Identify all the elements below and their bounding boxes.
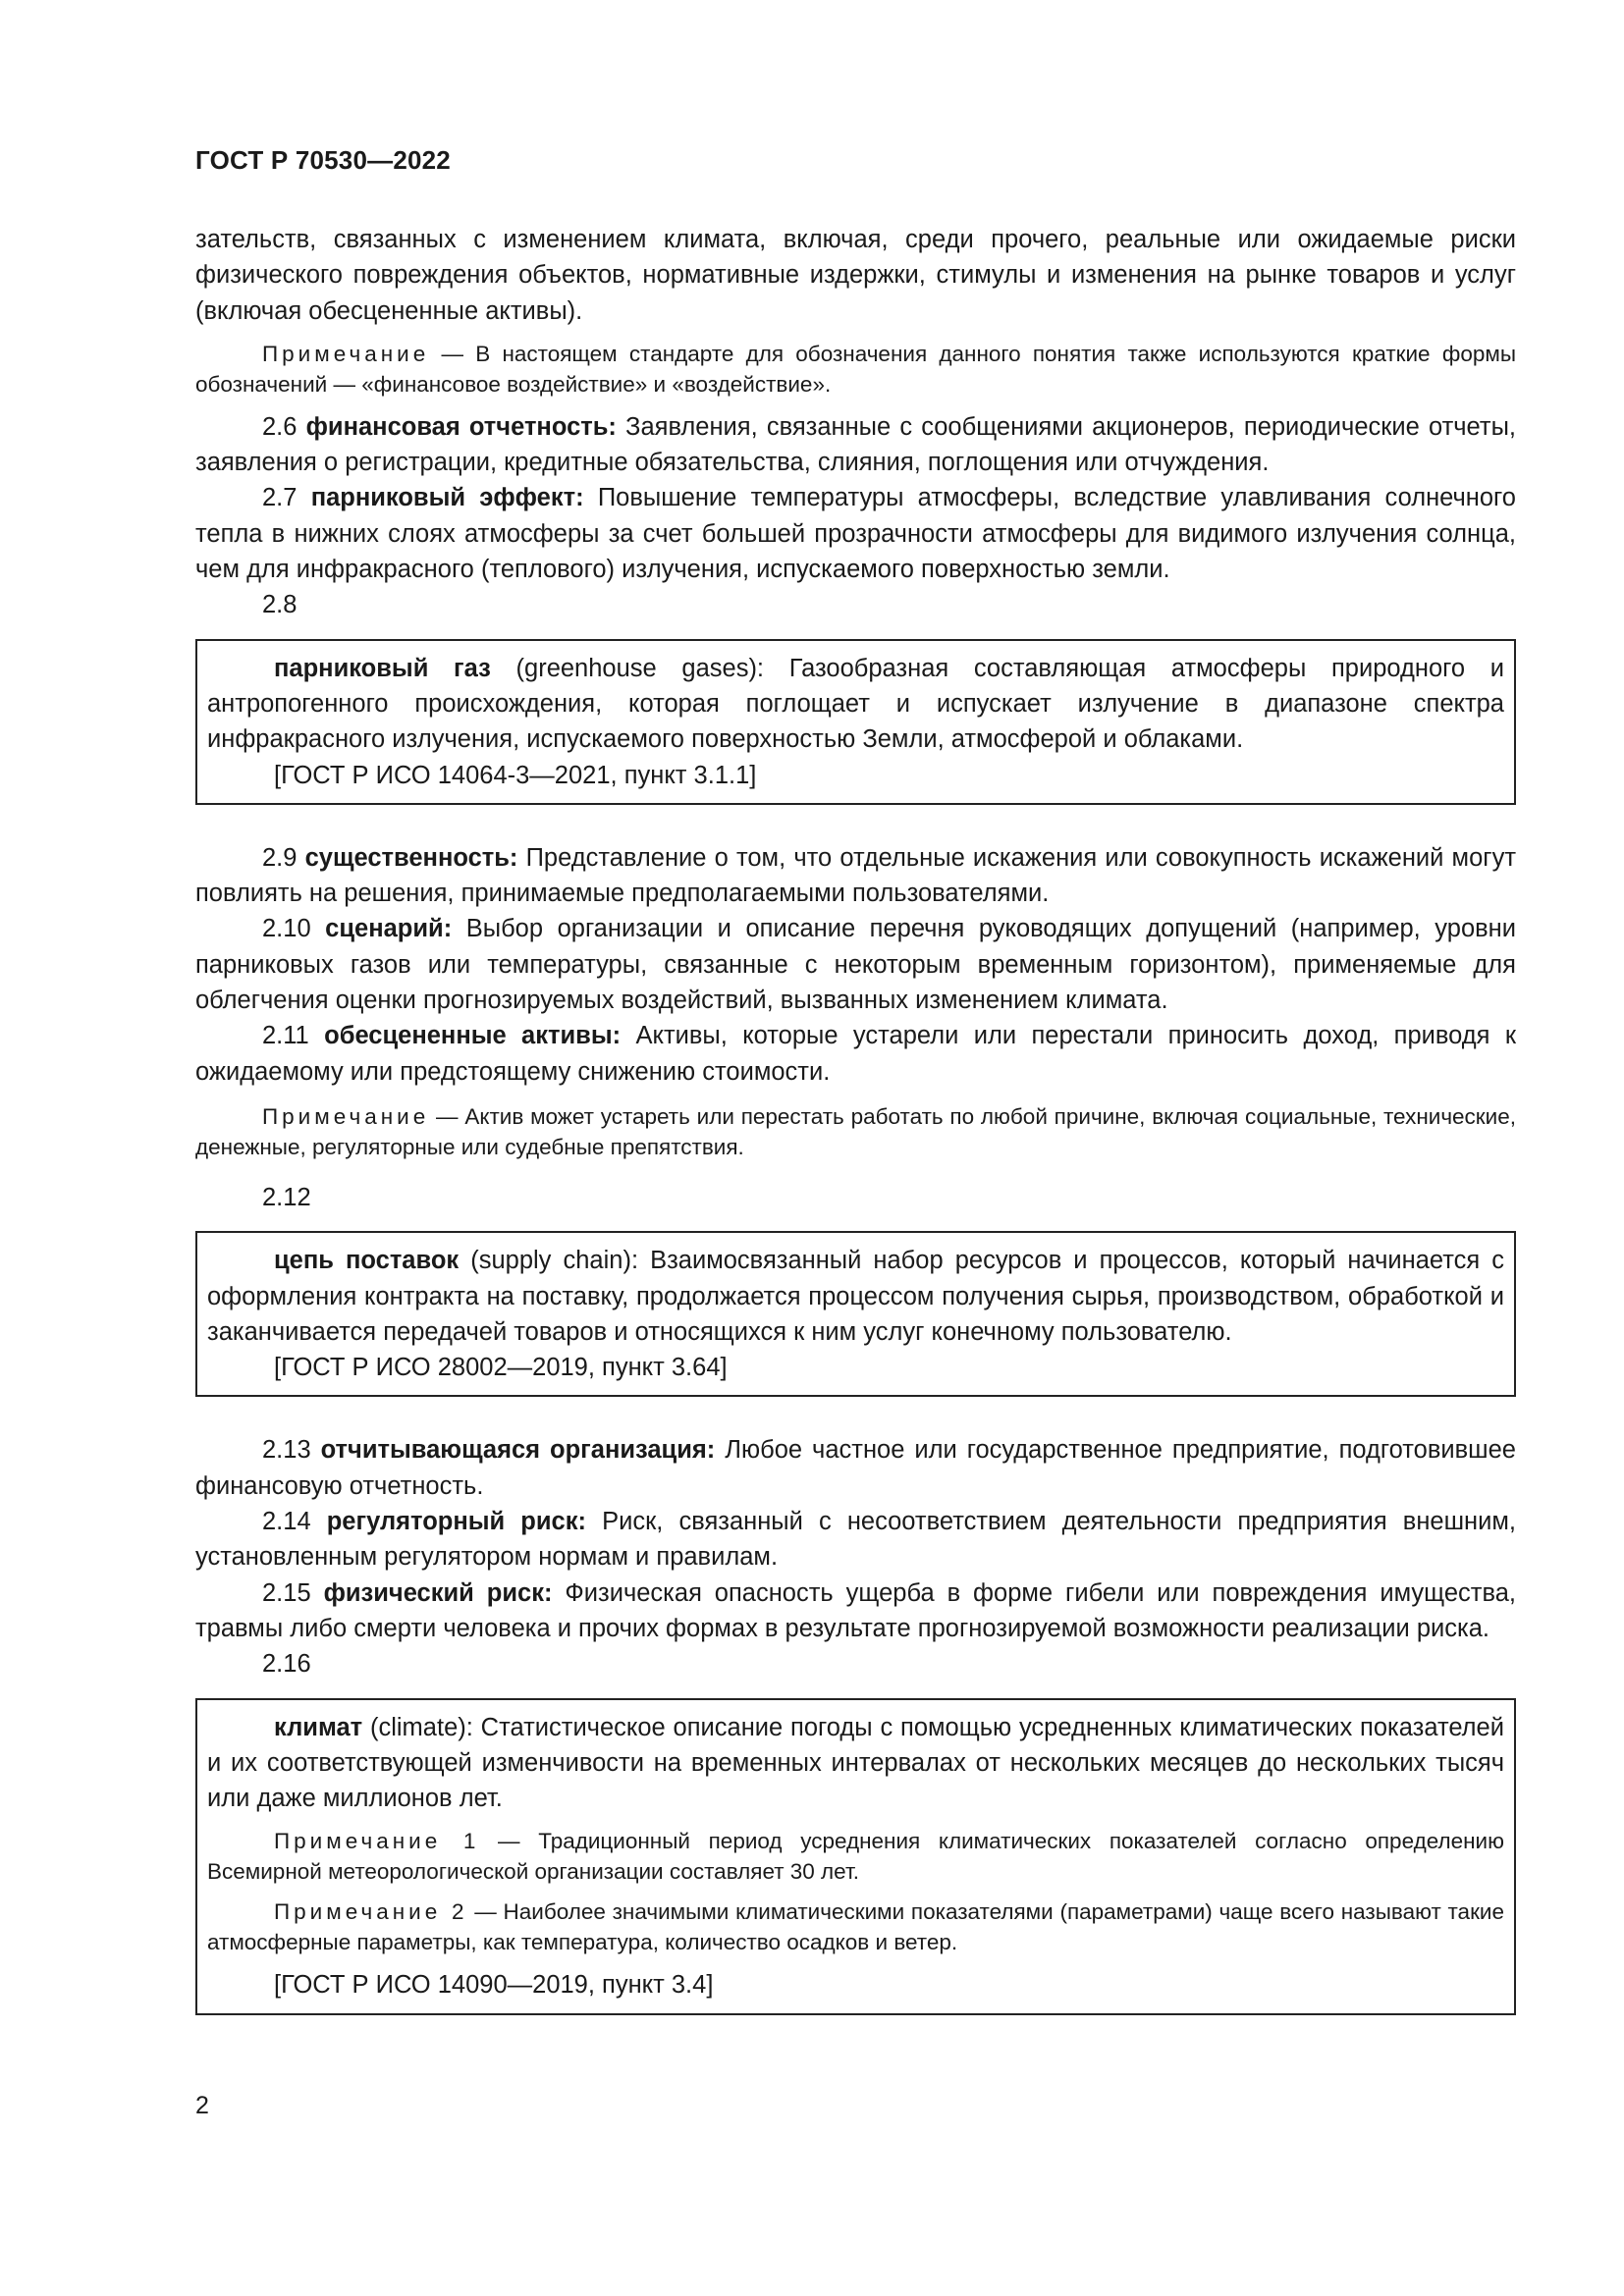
definition-2-14 xyxy=(195,1504,1516,1575)
definition-box-2-16 xyxy=(195,1698,1516,2015)
note-label: Примечание 1 xyxy=(274,1829,480,1854)
definition-text: Выбор организации и описание перечня руководящих допущений (например, уровни парниковых газов или температуры, связанные с некоторым временным горизонтом), применяемые для облегчения оценки прогнозируемых воздействий, вызванных изменением климата. xyxy=(195,915,1516,1015)
clause-number: 2.13 xyxy=(262,1436,321,1465)
term: сценарий: xyxy=(325,915,453,943)
definition-text: Любое частное или государственное предприятие, подготовившее финансовую отчетность. xyxy=(195,1436,1516,1500)
note-climate-2 xyxy=(207,1896,1504,1957)
term: существенность: xyxy=(304,843,518,872)
source-reference: [ГОСТ Р ИСО 14064-3—2021, пункт 3.1.1] xyxy=(274,761,757,789)
definition-text: Повышение температуры атмосферы, вследствие улавливания солнечного тепла в нижних слоях атмосферы за счет большей прозрачности атмосферы для видимого излучения солнца, чем для инфракрасного (теплового) излучения, испускаемого поверхностью земли. xyxy=(195,484,1516,584)
source-reference: [ГОСТ Р ИСО 14090—2019, пункт 3.4] xyxy=(274,1971,714,2000)
definition-text: Газообразная составляющая атмосферы природного и антропогенного происхождения, которая поглощает и испускает излучение в диапазоне спектра инфракрасного излучения, испускаемого поверхностью Земли, атмосферой и облаками. xyxy=(207,654,1505,754)
term: парниковый газ xyxy=(274,654,491,682)
definition-text: Активы, которые устарели или перестали приносить доход, приводя к ожидаемому или предстоящему снижению стоимости. xyxy=(195,1022,1516,1086)
page-number: 2 xyxy=(195,2092,209,2119)
clause-number: 2.15 xyxy=(262,1578,324,1607)
clause-number-2-8: 2.8 xyxy=(262,591,298,619)
clause-number: 2.7 xyxy=(262,484,311,512)
clause-number: 2.9 xyxy=(262,843,305,872)
definition-2-12 xyxy=(207,1243,1504,1350)
note-financial-impact xyxy=(195,339,1516,400)
document-code: ГОСТ Р 70530—2022 xyxy=(195,145,451,175)
definition-2-7 xyxy=(195,480,1516,587)
document-body xyxy=(195,222,1516,2015)
term: отчитывающаяся организация: xyxy=(320,1436,716,1465)
note-stranded-assets xyxy=(195,1101,1516,1162)
term-english: (greenhouse gases): xyxy=(490,654,765,682)
note-label: Примечание xyxy=(262,1103,430,1129)
term: цепь поставок xyxy=(274,1247,460,1275)
term: климат xyxy=(274,1713,363,1741)
term-english: (supply chain): xyxy=(459,1247,639,1275)
definition-2-10 xyxy=(195,911,1516,1018)
source-reference: [ГОСТ Р ИСО 28002—2019, пункт 3.64] xyxy=(274,1354,728,1382)
note-text: — В настоящем стандарте для обозначения данного понятия также используются краткие формы обозначений — «финансовое воздействие» и «воздействие». xyxy=(195,341,1516,397)
definition-2-9 xyxy=(195,840,1516,912)
definition-text: Представление о том, что отдельные искажения или совокупность искажений могут повлиять на решения, принимаемые предполагаемыми пользователями. xyxy=(195,843,1516,908)
continuation-text: зательств, связанных с изменением климата, включая, среди прочего, реальные или ожидаемые риски физического повреждения объектов, нормативные издержки, стимулы и изменения на рынке товаров и услуг (включая обесцененные активы). xyxy=(195,226,1516,325)
definition-2-11 xyxy=(195,1018,1516,1090)
definition-2-8 xyxy=(207,651,1504,758)
clause-number: 2.10 xyxy=(262,915,326,943)
note-label: Примечание xyxy=(262,341,430,366)
term: физический риск: xyxy=(323,1578,553,1607)
term: парниковый эффект: xyxy=(310,484,584,512)
definition-text: Взаимосвязанный набор ресурсов и процессов, который начинается с оформления контракта на поставку, продолжается процессом получения сырья, производством, обработкой и заканчивается передачей товаров и относящихся к ним услуг конечному пользователю. xyxy=(207,1247,1504,1346)
definition-text: Физическая опасность ущерба в форме гибели или повреждения имущества, травмы либо смерти человека и прочих формах в результате прогнозируемой возможности реализации риска. xyxy=(195,1578,1516,1642)
definition-text: Статистическое описание погоды с помощью усредненных климатических показателей и их соответствующей изменчивости на временных интервалах от нескольких месяцев до нескольких тысяч или даже миллионов лет. xyxy=(207,1713,1504,1813)
definition-text: Заявления, связанные с сообщениями акционеров, периодические отчеты, заявления о регистрации, кредитные обязательства, слияния, поглощения или отчуждения. xyxy=(195,412,1516,477)
clause-number-2-12: 2.12 xyxy=(262,1183,311,1211)
term-english: (climate): xyxy=(362,1713,473,1741)
note-text: — Традиционный период усреднения климатических показателей согласно определению Всемирной метеорологической организации составляет 30 лет. xyxy=(207,1829,1504,1885)
definition-2-13 xyxy=(195,1432,1516,1504)
term: финансовая отчетность: xyxy=(305,412,617,441)
definition-text: Риск, связанный с несоответствием деятельности предприятия внешним, установленным регулятором нормам и правилам. xyxy=(195,1508,1516,1572)
term: регуляторный риск: xyxy=(326,1508,586,1536)
definition-box-2-8 xyxy=(195,639,1516,805)
clause-number: 2.11 xyxy=(262,1022,325,1050)
clause-number: 2.14 xyxy=(262,1508,327,1536)
definition-2-15 xyxy=(195,1575,1516,1647)
clause-number: 2.6 xyxy=(262,412,306,441)
note-text: — Актив может устареть или перестать работать по любой причине, включая социальные, технические, денежные, регуляторные или судебные препятствия. xyxy=(195,1103,1516,1159)
clause-number-2-16: 2.16 xyxy=(262,1650,311,1679)
term: обесцененные активы: xyxy=(324,1022,622,1050)
definition-2-6 xyxy=(195,409,1516,481)
note-label: Примечание 2 xyxy=(274,1899,468,1925)
note-climate-1 xyxy=(207,1826,1504,1887)
definition-box-2-12 xyxy=(195,1231,1516,1397)
note-text: — Наиболее значимыми климатическими показателями (параметрами) чаще всего называют такие атмосферные параметры, как температура, количество осадков и ветер. xyxy=(207,1899,1505,1955)
definition-2-16 xyxy=(207,1710,1504,1817)
